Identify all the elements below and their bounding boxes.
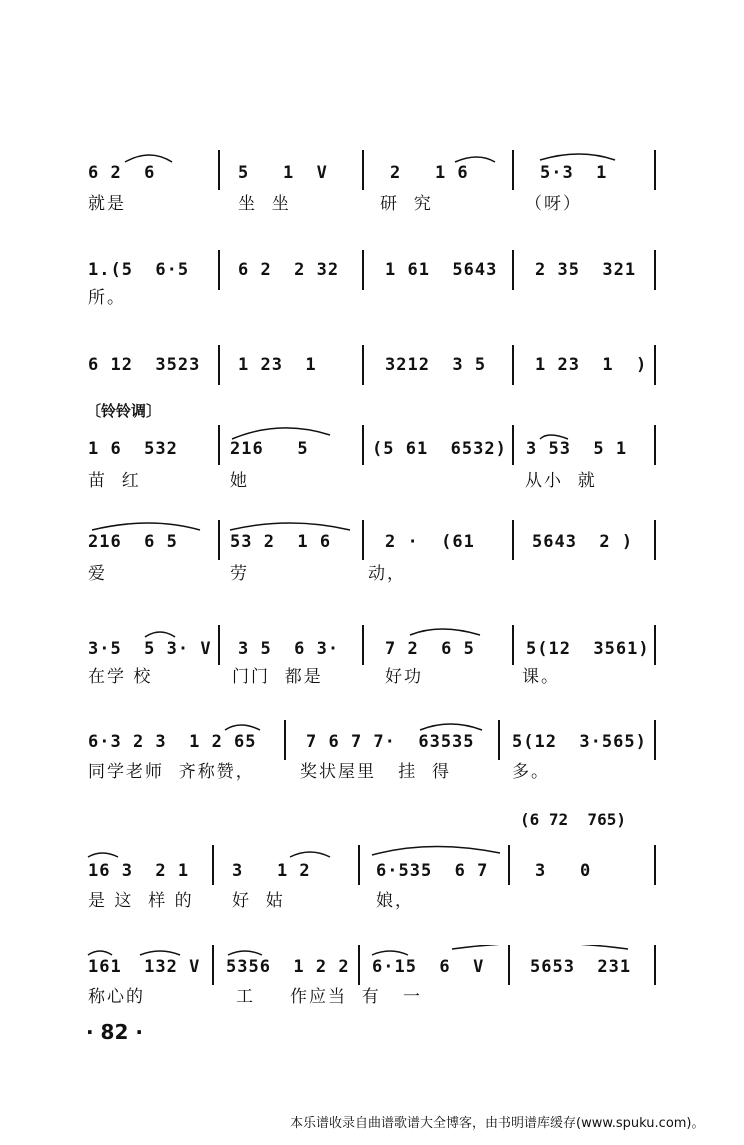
slur	[140, 951, 180, 955]
slur	[540, 154, 615, 160]
score-system-5	[0, 520, 744, 590]
section-label: 〔铃铃调〕	[86, 402, 162, 420]
notation-measure: 216 6 5	[88, 532, 178, 552]
notation-measure: 2 · (61	[385, 532, 475, 552]
notation-measure: 3 5 6 3·	[238, 639, 340, 659]
notation-measure: 1 6 532	[88, 439, 178, 459]
lyric-text: 工	[236, 987, 255, 1007]
lyric-text: 是 这 样 的	[88, 891, 194, 911]
slur	[372, 846, 500, 855]
lyric-text: 劳	[230, 564, 249, 584]
lyric-text: 动，	[368, 564, 406, 584]
notation-measure: 3212 3 5	[385, 355, 487, 375]
slur	[540, 435, 568, 439]
notation-measure: 216 5	[230, 439, 309, 459]
slur	[232, 428, 330, 439]
lyric-text: 门门 都是	[232, 667, 323, 687]
notation-measure: 5(12 3·565)	[512, 732, 647, 752]
source-footer: 本乐谱收录自曲谱歌谱大全博客，由书明谱库缓存(www.spuku.com)。	[290, 1116, 705, 1131]
slur	[455, 157, 495, 162]
lyric-text: 从小 就	[525, 471, 597, 491]
slur-marks	[0, 520, 744, 560]
slur-marks	[0, 845, 744, 885]
notation-measure: 3·5 5 3· V	[88, 639, 212, 659]
slur	[372, 951, 408, 955]
lyric-text: 作应当 有 一	[290, 987, 423, 1007]
notation-measure: 7 2 6 5	[385, 639, 475, 659]
notation-measure: 6·535 6 7	[376, 861, 489, 881]
lyric-text: 研 究	[380, 194, 433, 214]
notation-measure: 53 2 1 6	[230, 532, 332, 552]
interlude-notation: (6 72 765)	[520, 810, 626, 829]
slur	[452, 945, 628, 949]
slur	[230, 523, 350, 530]
lyric-text: 好 姑	[232, 891, 285, 911]
notation-measure: 5 1 V	[238, 163, 328, 183]
notation-measure: 5·3 1	[540, 163, 608, 183]
slur-marks	[0, 945, 744, 985]
notation-measure: 6 12 3523	[88, 355, 201, 375]
notation-measure: 161 132 V	[88, 957, 201, 977]
lyric-text: 同学老师 齐称赞，	[88, 762, 255, 782]
barline	[362, 250, 364, 290]
barline	[362, 345, 364, 385]
barline	[654, 250, 656, 290]
slur	[228, 951, 262, 955]
slur	[410, 629, 480, 635]
lyric-text: 爱	[88, 564, 107, 584]
lyric-text: 坐 坐	[238, 194, 291, 214]
slur	[92, 523, 200, 530]
score-system-6	[0, 625, 744, 695]
notation-measure: (5 61 6532)	[372, 439, 507, 459]
lyric-text: 课。	[522, 667, 560, 687]
notation-measure: 1 61 5643	[385, 260, 498, 280]
lyric-text: （呀）	[525, 194, 582, 214]
notation-measure: 7 6 7 7· 63535	[306, 732, 475, 752]
barline	[218, 250, 220, 290]
slur	[88, 951, 112, 955]
notation-measure: 1 23 1	[238, 355, 317, 375]
notation-measure: 1 23 1	[535, 355, 614, 375]
slur-marks	[0, 720, 744, 760]
notation-measure: 2 1 6	[390, 163, 469, 183]
notation-measure: 6·15 6 V	[372, 957, 485, 977]
barline	[654, 345, 656, 385]
slur	[88, 853, 118, 857]
lyric-text: 多。	[512, 762, 550, 782]
notation-measure: 2 35 321	[535, 260, 637, 280]
slur	[125, 155, 172, 162]
lyric-text: 所。	[88, 288, 126, 308]
slur-marks	[0, 150, 744, 190]
score-system-4	[0, 425, 744, 495]
slur	[145, 632, 175, 637]
lyric-text: 好功	[385, 667, 423, 687]
notation-measure: 6·3 2 3 1 2 65	[88, 732, 257, 752]
notation-measure: 16 3 2 1	[88, 861, 190, 881]
notation-measure: 5643 2 )	[532, 532, 634, 552]
notation-measure: 5356 1 2 2	[226, 957, 350, 977]
score-system-2	[0, 250, 744, 320]
slur-marks	[0, 425, 744, 465]
barline	[218, 345, 220, 385]
score-system-9	[0, 945, 744, 1015]
slur	[225, 725, 260, 730]
lyric-text: 奖状屋里 挂 得	[300, 762, 452, 782]
lyric-text: 在学 校	[88, 667, 153, 687]
score-system-7	[0, 720, 744, 790]
notation-measure: 3 1 2	[232, 861, 311, 881]
notation-measure: 1.(5 6·5	[88, 260, 190, 280]
slur	[420, 724, 482, 730]
score-system-8	[0, 845, 744, 915]
slur	[290, 852, 330, 857]
score-system-1	[0, 150, 744, 220]
notation-measure: 3 0	[535, 861, 592, 881]
barline	[512, 345, 514, 385]
closing-paren: )	[636, 355, 647, 375]
notation-measure: 6 2 6	[88, 163, 156, 183]
notation-measure: 5(12 3561)	[526, 639, 650, 659]
notation-measure: 5653 231	[530, 957, 632, 977]
notation-measure: 6 2 2 32	[238, 260, 340, 280]
lyric-text: 苗 红	[88, 471, 141, 491]
lyric-text: 称心的	[88, 987, 145, 1007]
barline	[512, 250, 514, 290]
notation-measure: 3 53 5 1	[526, 439, 628, 459]
page-number: · 82 ·	[86, 1020, 143, 1044]
slur-marks	[0, 625, 744, 665]
lyric-text: 就是	[88, 194, 126, 214]
lyric-text: 她	[230, 471, 249, 491]
lyric-text: 娘，	[376, 891, 414, 911]
